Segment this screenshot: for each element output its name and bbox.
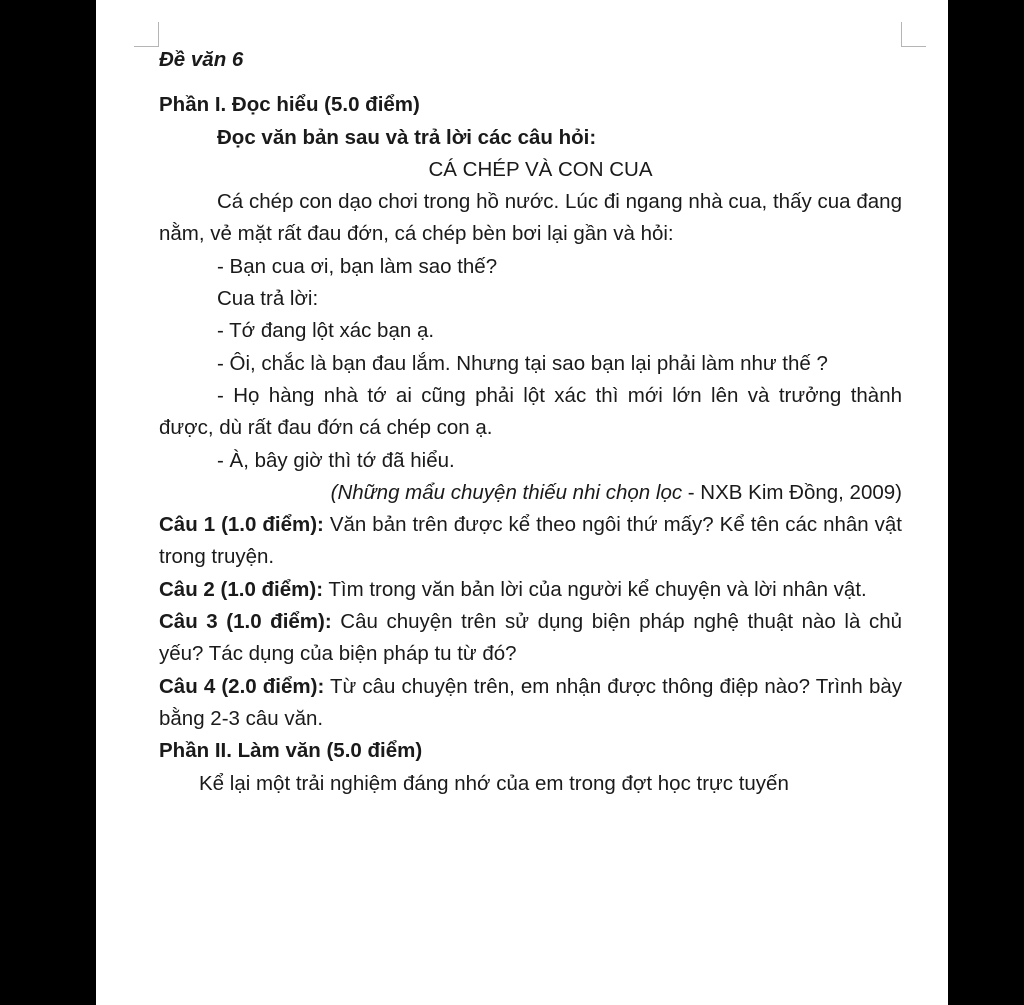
part1-instruction: Đọc văn bản sau và trả lời các câu hỏi:	[217, 125, 597, 149]
question-text: Văn bản trên được kể theo ngôi thứ mấy? Kể tên các nhân vật trong truyện.	[159, 513, 902, 569]
question-label: Câu 1 (1.0 điểm):	[159, 513, 324, 537]
part2-heading: Phần II. Làm văn (5.0 điểm)	[159, 739, 423, 763]
question-2	[159, 574, 902, 606]
story-paragraph: Cá chép con dạo chơi trong hồ nước. Lúc đi ngang nhà cua, thấy cua đang nằm, vẻ mặt rất đau đớn, cá chép bèn bơi lại gần và hỏi:	[159, 190, 902, 246]
document-page	[96, 0, 948, 1005]
dialogue-line: - Ôi, chắc là bạn đau lắm. Nhưng tại sao bạn lại phải làm như thế ?	[217, 351, 828, 375]
dialogue-line: - Họ hàng nhà tớ ai cũng phải lột xác thì mới lớn lên và trưởng thành được, dù rất đau đớn cá chép con ạ.	[159, 383, 902, 440]
dialogue-line: Cua trả lời:	[217, 287, 319, 311]
exam-title: Đề văn 6	[159, 48, 244, 71]
story-title: CÁ CHÉP VÀ CON CUA	[428, 157, 653, 181]
question-3	[159, 606, 902, 671]
source-publisher: - NXB Kim Đồng, 2009)	[682, 480, 902, 504]
story-source	[159, 477, 902, 509]
part2-prompt: Kể lại một trải nghiệm đáng nhớ của em trong đợt học trực tuyến	[199, 771, 789, 795]
dialogue-line: - Tớ đang lột xác bạn ạ.	[217, 319, 435, 343]
document-body	[159, 44, 902, 800]
question-text: Câu chuyện trên sử dụng biện pháp nghệ thuật nào là chủ yếu? Tác dụng của biện pháp tu từ đó?	[159, 610, 902, 666]
question-label: Câu 2 (1.0 điểm):	[159, 577, 324, 601]
question-text: Tìm trong văn bản lời của người kể chuyện và lời nhân vật.	[323, 577, 867, 601]
crop-mark-top-right	[901, 22, 926, 47]
crop-mark-top-left	[134, 22, 159, 47]
question-label: Câu 3 (1.0 điểm):	[159, 610, 332, 634]
dialogue-line: - À, bây giờ thì tớ đã hiểu.	[217, 448, 455, 472]
source-title: (Những mẩu chuyện thiếu nhi chọn lọc	[330, 480, 683, 504]
question-text: Từ câu chuyện trên, em nhận được thông điệp nào? Trình bày bằng 2-3 câu văn.	[159, 674, 903, 730]
dialogue-line: - Bạn cua ơi, bạn làm sao thế?	[217, 254, 498, 278]
question-1	[159, 509, 902, 574]
question-4	[159, 671, 902, 736]
question-label: Câu 4 (2.0 điểm):	[159, 674, 325, 698]
part1-heading: Phần I. Đọc hiểu (5.0 điểm)	[159, 93, 420, 117]
